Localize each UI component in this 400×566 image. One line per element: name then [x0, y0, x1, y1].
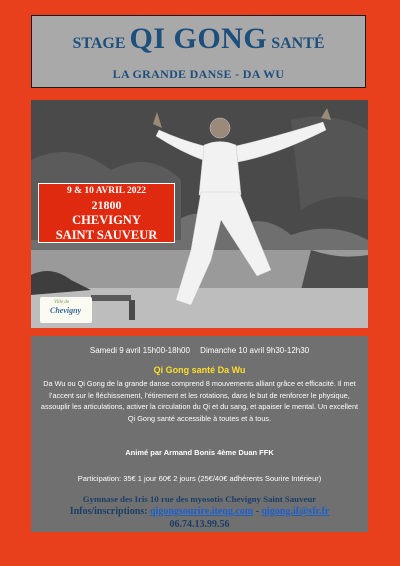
schedule-sunday: Dimanche 10 avril 9h30-12h30: [200, 346, 310, 355]
schedule-saturday: Samedi 9 avril 15h00-18h00: [89, 346, 190, 355]
venue-line: Gymnase des Iris 10 rue des myosotis Chevigny Saint Sauveur: [82, 494, 317, 504]
schedule-line: [31, 346, 368, 355]
logo-top-text: Ville de: [54, 300, 70, 305]
section-title: Qi Gong santé Da Wu: [153, 365, 246, 375]
header-banner: [31, 15, 366, 88]
page-subtitle: LA GRANDE DANSE - DA WU: [112, 67, 285, 81]
title-sante: SANTÉ: [271, 35, 325, 52]
contact-label: Infos/inscriptions:: [69, 506, 150, 517]
animator-line: Animé par Armand Bonis 4ème Duan FFK: [125, 448, 274, 457]
logo-name: Chevigny: [50, 306, 82, 315]
event-city-line2: SAINT SAUVEUR: [55, 228, 158, 242]
phone-number: 06.74.13.99.56: [169, 519, 230, 530]
contact-separator: -: [253, 506, 262, 517]
email-link[interactable]: qigong.if@sfr.fr: [261, 506, 330, 517]
event-postcode: 21800: [91, 198, 122, 212]
contact-line: [31, 506, 368, 517]
website-link[interactable]: qigongsourire.iteqg.com: [149, 506, 254, 517]
participation-line: Participation: 35€ 1 jour 60€ 2 jours (25€/40€ adhérents Sourire Intérieur): [77, 474, 322, 483]
event-dates: 9 & 10 AVRIL 2022: [66, 186, 146, 196]
title-stage: STAGE: [72, 35, 126, 52]
page-title: [32, 22, 365, 56]
event-city-line1: CHEVIGNY: [72, 213, 141, 227]
title-qigong: QI GONG: [129, 22, 268, 55]
info-panel: [31, 336, 368, 532]
event-date-badge: [38, 183, 175, 243]
chevigny-logo: [40, 297, 92, 323]
description-text: Da Wu ou Qi Gong de la grande danse comprend 8 mouvements alliant grâce et efficacité. Il met l’accent sur le fléchissement, l’étirement et les rotations, dans le but de renforcer le physique, assouplir les articulations, activer la circulation du Qi et du sang, et apaiser le mental. Un excellent Qi Gong santé accessible à toutes et à tous.: [40, 379, 359, 423]
